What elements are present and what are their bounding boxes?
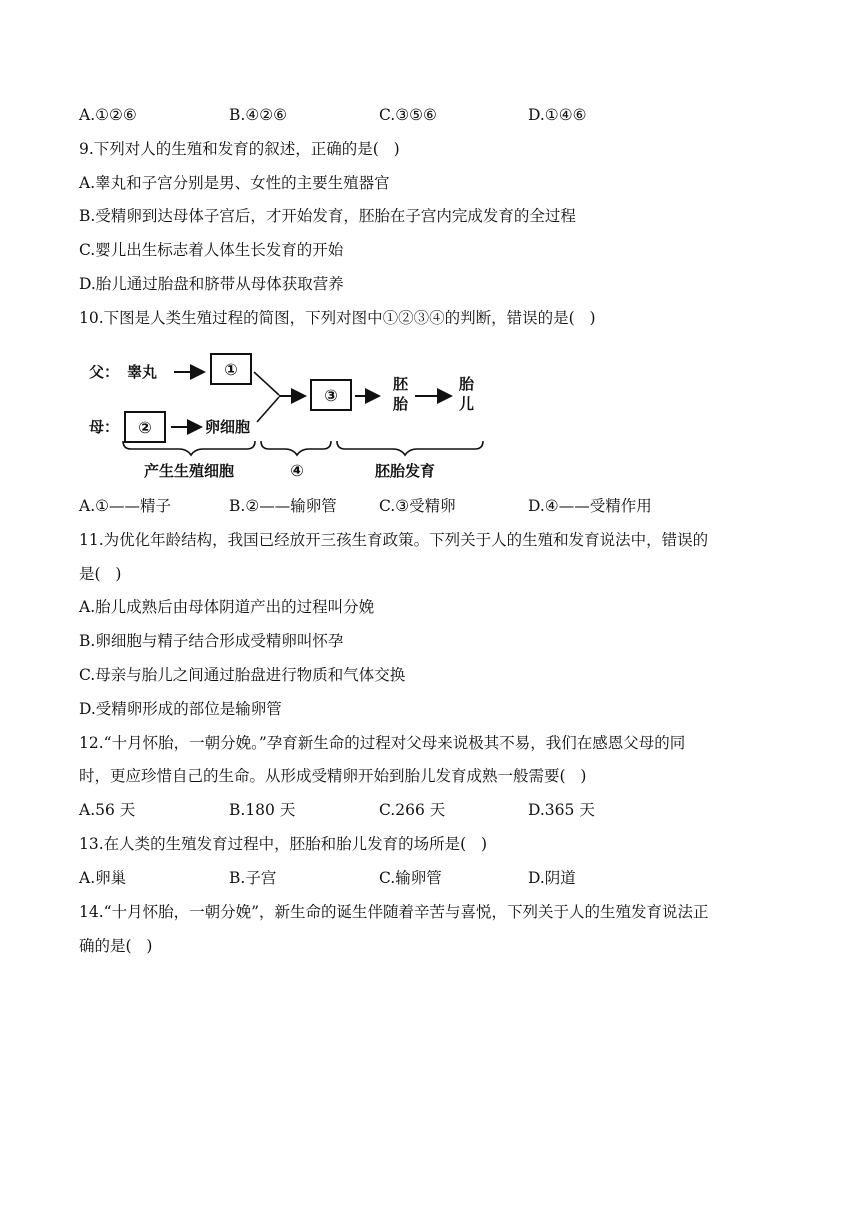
q11-option-d: D.受精卵形成的部位是输卵管 bbox=[79, 700, 282, 718]
q10-option-d: D.④——受精作用 bbox=[528, 497, 652, 515]
q10-stem: 10.下图是人类生殖过程的简图，下列对图中①②③④的判断，错误的是( ) bbox=[79, 309, 596, 327]
label-gametes: 产生生殖细胞 bbox=[143, 462, 235, 480]
q12-option-c: C.266 天 bbox=[379, 801, 446, 819]
q8-option-a: A.①②⑥ bbox=[79, 106, 137, 124]
q13-option-b: B.子宫 bbox=[229, 869, 277, 887]
line-egg-to-3 bbox=[257, 397, 279, 422]
q10-option-b: B.②——输卵管 bbox=[229, 497, 337, 515]
q12-option-a: A.56 天 bbox=[79, 801, 136, 819]
diagram-embryo-top: 胚 bbox=[393, 375, 409, 393]
label-4: ④ bbox=[290, 461, 304, 480]
q14-stem-line2: 确的是( ) bbox=[79, 937, 153, 955]
q12-stem-line1: 12.“十月怀胎，一朝分娩。”孕育新生命的过程对父母来说极其不易，我们在感恩父母的同 bbox=[79, 734, 686, 752]
diagram-testis-label: 睾丸 bbox=[127, 363, 158, 381]
q11-stem-line2: 是( ) bbox=[79, 565, 122, 583]
line-1-to-3 bbox=[254, 372, 279, 395]
q13-option-d: D.阴道 bbox=[528, 869, 576, 887]
q11-option-b: B.卵细胞与精子结合形成受精卵叫怀孕 bbox=[79, 632, 344, 650]
label-development: 胚胎发育 bbox=[374, 462, 436, 480]
q14-stem-line1: 14.“十月怀胎，一朝分娩”，新生命的诞生伴随着辛苦与喜悦，下列关于人的生殖发育说法正 bbox=[79, 903, 709, 921]
q11-option-a: A.胎儿成熟后由母体阴道产出的过程叫分娩 bbox=[79, 598, 375, 616]
diagram-fetus-bottom: 儿 bbox=[459, 395, 475, 413]
box-1-label: ① bbox=[224, 360, 238, 379]
q9-option-d: D.胎儿通过胎盘和脐带从母体获取营养 bbox=[79, 275, 344, 293]
q12-stem-line2: 时，更应珍惜自己的生命。从形成受精卵开始到胎儿发育成熟一般需要( ) bbox=[79, 767, 587, 785]
q9-option-c: C.婴儿出生标志着人体生长发育的开始 bbox=[79, 241, 344, 259]
box-2-label: ② bbox=[138, 418, 152, 437]
q13-stem: 13.在人类的生殖发育过程中，胚胎和胎儿发育的场所是( ) bbox=[79, 835, 488, 853]
q10-option-c: C.③受精卵 bbox=[379, 497, 456, 515]
diagram-embryo-bottom: 胎 bbox=[393, 395, 409, 413]
q12-option-b: B.180 天 bbox=[229, 801, 296, 819]
q13-option-a: A.卵巢 bbox=[79, 869, 127, 887]
brace-4 bbox=[261, 441, 331, 455]
q8-option-d: D.①④⑥ bbox=[528, 106, 587, 124]
reproduction-diagram bbox=[79, 337, 489, 487]
q10-option-a: A.①——精子 bbox=[79, 497, 172, 515]
diagram-fetus-top: 胎 bbox=[459, 375, 475, 393]
q11-stem-line1: 11.为优化年龄结构，我国已经放开三孩生育政策。下列关于人的生殖和发育说法中，错误的 bbox=[79, 531, 709, 549]
q13-option-c: C.输卵管 bbox=[379, 869, 442, 887]
brace-gametes bbox=[123, 441, 255, 455]
q9-option-a: A.睾丸和子宫分别是男、女性的主要生殖器官 bbox=[79, 174, 390, 192]
diagram-father-label: 父： bbox=[89, 363, 120, 381]
brace-development bbox=[337, 441, 483, 455]
q9-stem: 9.下列对人的生殖和发育的叙述，正确的是( ) bbox=[79, 140, 400, 158]
diagram-mother-label: 母： bbox=[89, 418, 120, 436]
q8-option-c: C.③⑤⑥ bbox=[379, 106, 437, 124]
box-3-label: ③ bbox=[324, 386, 338, 405]
q11-option-c: C.母亲与胎儿之间通过胎盘进行物质和气体交换 bbox=[79, 666, 406, 684]
q9-option-b: B.受精卵到达母体子宫后，才开始发育，胚胎在子宫内完成发育的全过程 bbox=[79, 207, 576, 225]
q12-option-d: D.365 天 bbox=[528, 801, 595, 819]
q8-option-b: B.④②⑥ bbox=[229, 106, 288, 124]
diagram-egg-label: 卵细胞 bbox=[205, 418, 251, 436]
